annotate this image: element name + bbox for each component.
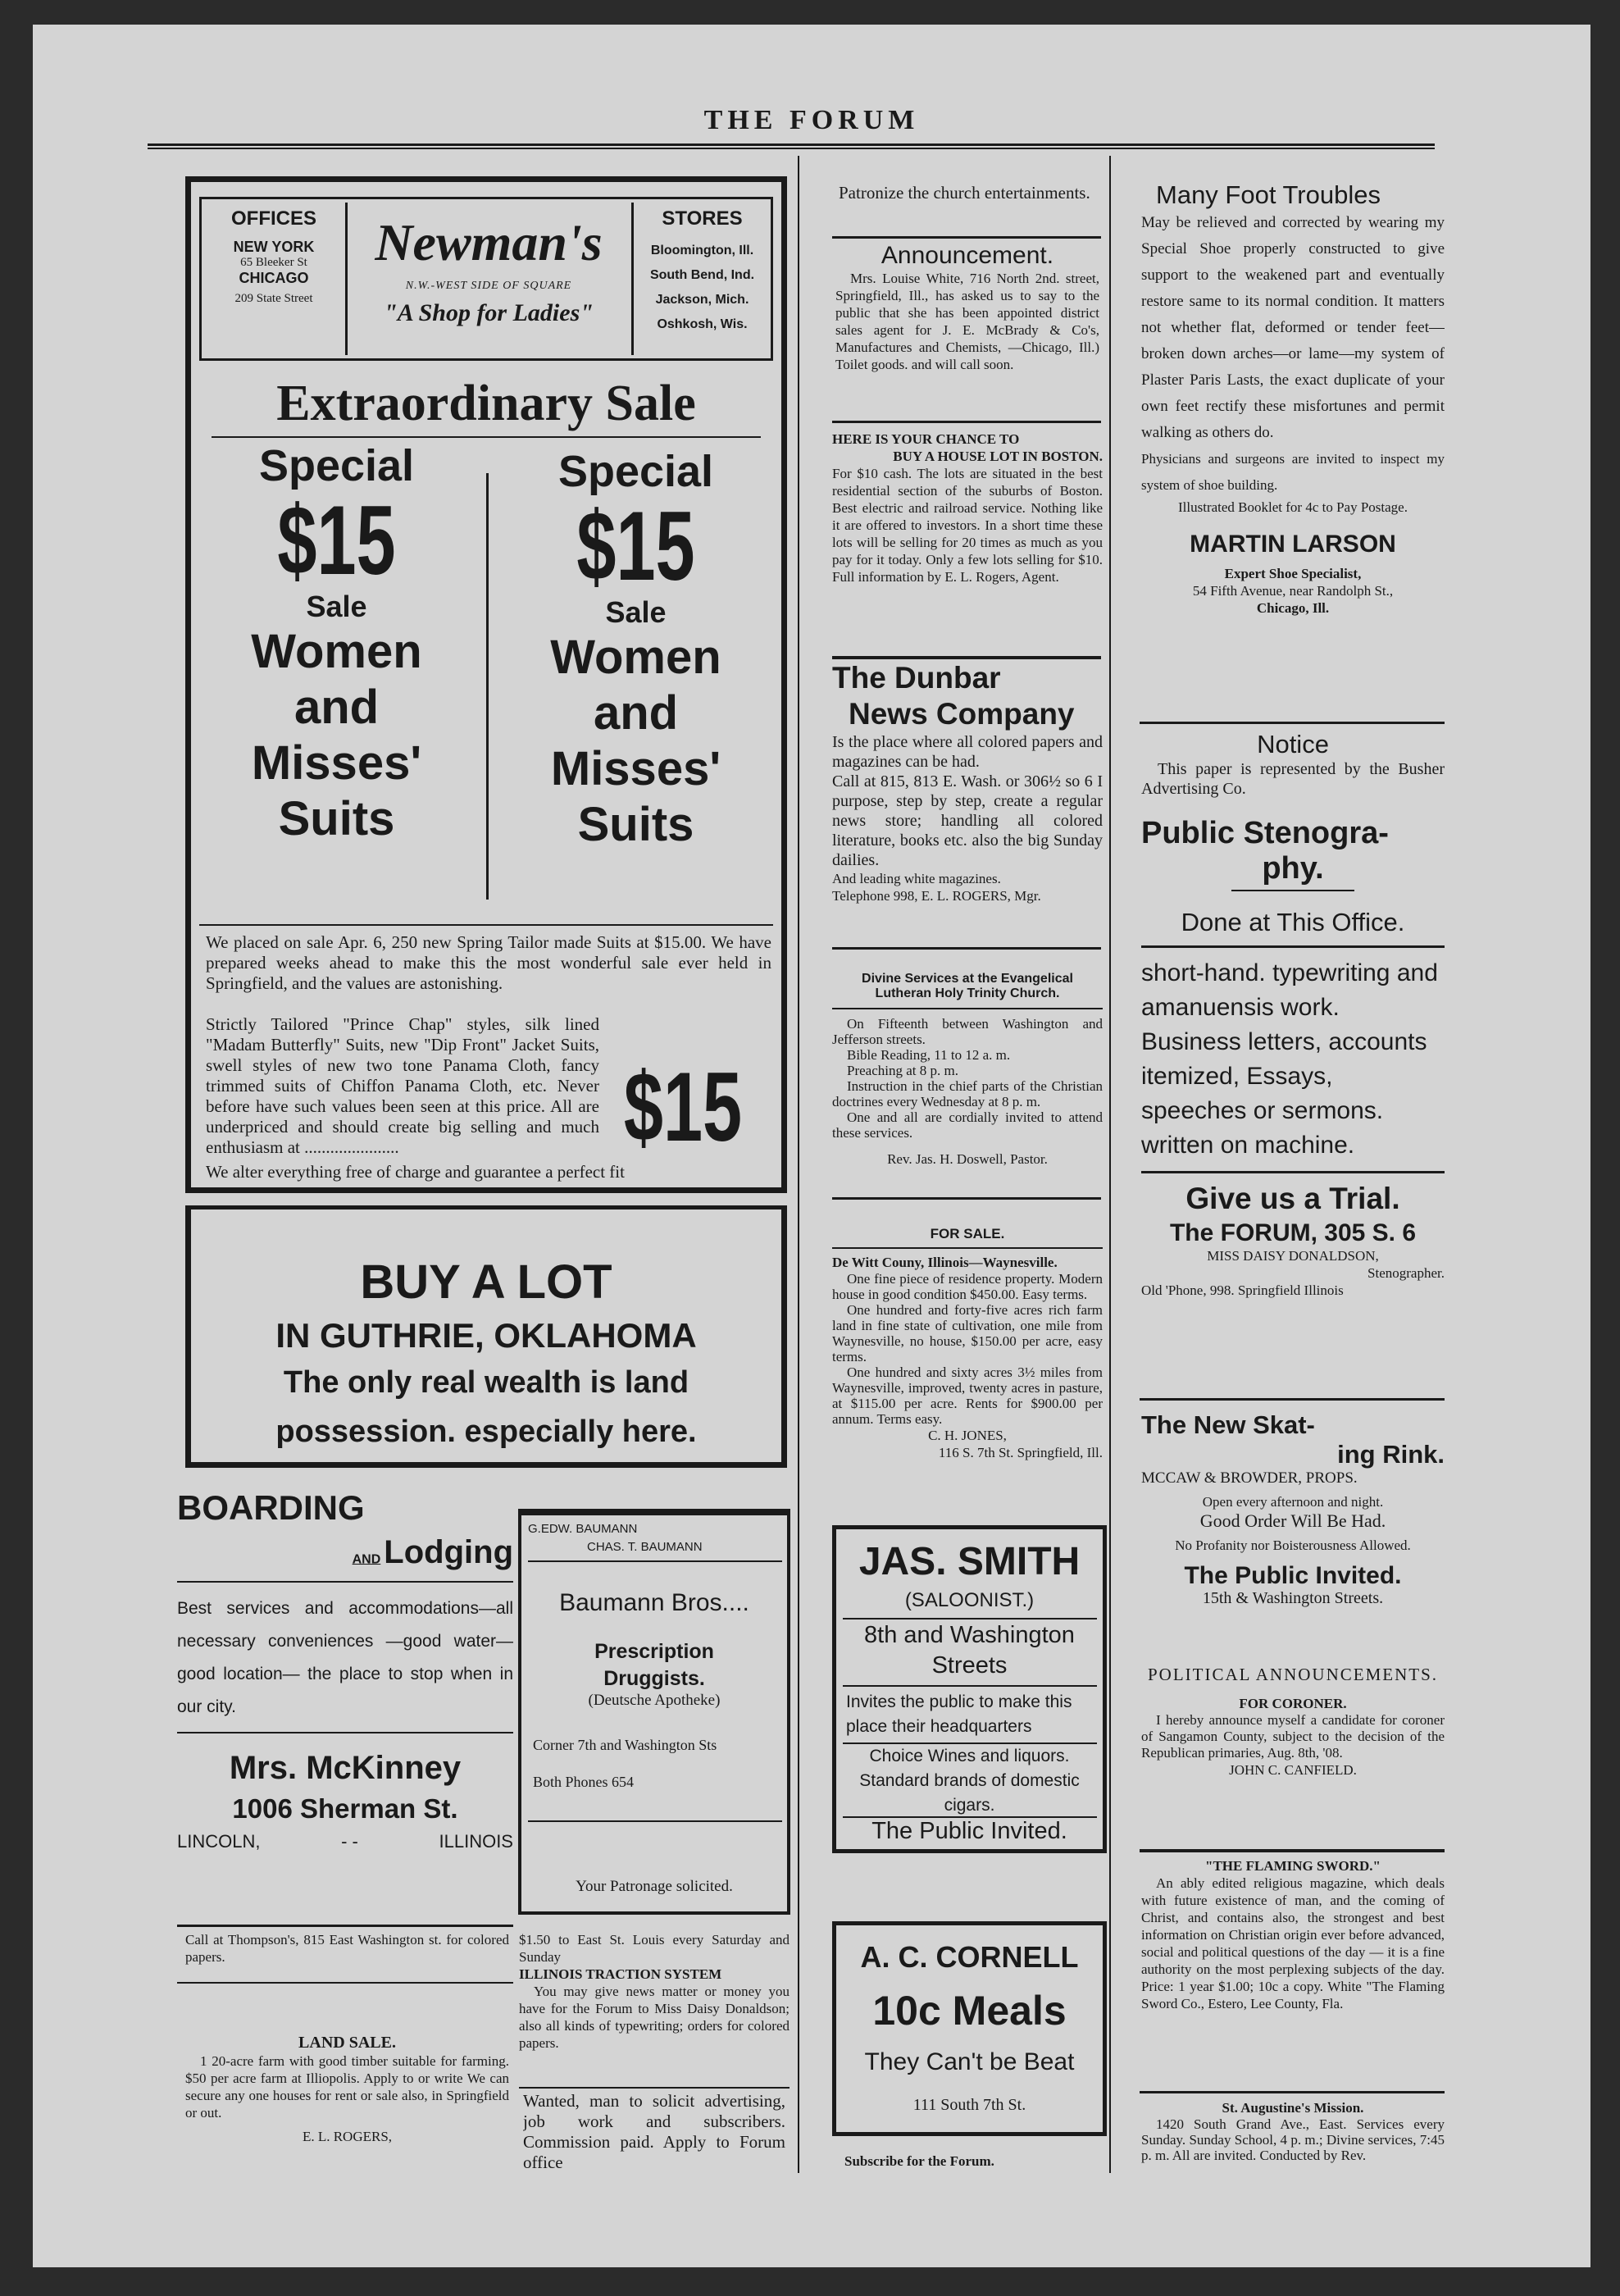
dunbar-p3: And leading white magazines. <box>832 871 1001 886</box>
steno-trial: Give us a Trial. <box>1185 1182 1400 1215</box>
sword-title: "THE FLAMING SWORD." <box>1205 1858 1381 1874</box>
smith-t1: JAS. SMITH <box>858 1540 1081 1583</box>
traction-body: You may give news matter or money you have for the Forum to Miss Daisy Donaldson; also all kinds of typewriting; orders for colored papers. <box>519 1984 790 2051</box>
smith-t3: 8th and Washington <box>864 1622 1075 1648</box>
price-right: $15 <box>576 491 695 601</box>
offices-block <box>208 207 339 306</box>
steno-t2: phy. <box>1262 851 1324 886</box>
cornell-t2: 10c Meals <box>872 1988 1067 2034</box>
forsale-head: De Witt Couny, Illinois—Waynesville. <box>832 1255 1058 1270</box>
newman-logo-block <box>349 206 628 327</box>
land-sale-title: LAND SALE. <box>298 2034 396 2052</box>
special-left <box>191 440 482 847</box>
larson-city: Chicago, Ill. <box>1256 600 1330 616</box>
lutheran-line: Bible Reading, 11 to 12 a. m. <box>847 1047 1011 1063</box>
cornell-t3: They Can't be Beat <box>864 2048 1075 2075</box>
office-line: 65 Bleeker St <box>240 256 307 269</box>
larson-title: Many Foot Troubles <box>1156 180 1381 209</box>
smith-t2: (SALOONIST.) <box>904 1589 1035 1611</box>
announcement <box>832 242 1103 414</box>
larson-role: Expert Shoe Specialist, <box>1224 566 1362 581</box>
masthead: THE FORUM <box>703 105 920 135</box>
baumann-patronage: Your Patronage solicited. <box>576 1878 733 1895</box>
notice-title: Notice <box>1257 730 1329 758</box>
boarding-name: Mrs. McKinney <box>229 1750 462 1786</box>
boston-lots <box>832 430 1103 652</box>
dunbar-news <box>832 660 1103 931</box>
rink-p4: The Public Invited. <box>1184 1562 1402 1589</box>
steno-phone: Old 'Phone, 998. Springfield Illinois <box>1141 1282 1344 1298</box>
suits-line: Women <box>550 631 721 684</box>
newman-body-2: Strictly Tailored "Prince Chap" styles, silk lined "Madam Butterfly" Suits, new "Dip Front" Jacket Suits, swell styles of new two tone Panama Cloth, fancy trimmed suits of Chiffon Panama Cloth, etc. Never before have such values been seen at this price. All are underpriced and should create big selling and much enthusiasm at ...................... <box>206 1014 599 1157</box>
wanted-notice: Wanted, man to solicit advertising, job work and subscribers. Commission paid. Apply to Forum office <box>523 2091 785 2172</box>
newspaper-page <box>33 25 1590 2267</box>
suits-line: Misses' <box>251 736 422 790</box>
political-announcements <box>1141 1665 1445 1841</box>
smith-p3: The Public Invited. <box>871 1818 1067 1844</box>
dunbar-t1: The Dunbar <box>832 661 1001 695</box>
baumann-title: Baumann Bros.... <box>559 1589 749 1616</box>
suits-line: Suits <box>278 792 395 845</box>
baumann-p2: Druggists. <box>603 1667 705 1690</box>
newman-body-1: We placed on sale Apr. 6, 250 new Spring Tailor made Suits at $15.00. We have prepared weeks ahead to make this the most wonderful sale ever held in Springfield, and the values are astonishing. <box>206 932 771 993</box>
larson-name: MARTIN LARSON <box>1190 531 1396 558</box>
land-sale-sig: E. L. ROGERS, <box>302 2129 393 2144</box>
baumann-n1: G.EDW. BAUMANN <box>528 1522 638 1536</box>
office-line: NEW YORK <box>233 239 315 255</box>
steno-role: Stenographer. <box>1367 1265 1445 1281</box>
newman-ad <box>185 176 787 1193</box>
traction-l1: $1.50 to East St. Louis every Saturday and Sunday <box>519 1932 790 1965</box>
boarding-state: ILLINOIS <box>439 1831 513 1852</box>
stores-block <box>635 207 770 337</box>
boarding-title: BOARDING <box>177 1488 365 1527</box>
rink-ad <box>1141 1410 1445 1706</box>
smith-p2: Choice Wines and liquors. Standard brands of domestic cigars. <box>859 1747 1080 1815</box>
boarding-body: Best services and accommodations—all necessary conveniences —good water—good location— the place to stop when in our city. <box>177 1599 513 1716</box>
steno-forum: The FORUM, 305 S. 6 <box>1169 1219 1417 1246</box>
forsale-line: One fine piece of residence property. Modern house in good condition $450.00. Easy terms. <box>832 1271 1103 1302</box>
smith-ad <box>832 1525 1107 1853</box>
dunbar-p4: Telephone 998, E. L. ROGERS, Mgr. <box>832 888 1041 904</box>
baumann-ad <box>518 1509 790 1915</box>
cornell-t4: 111 South 7th St. <box>912 2096 1026 2114</box>
office-line: 209 State Street <box>234 292 313 305</box>
rink-p1: Open every afternoon and night. <box>1202 1494 1384 1510</box>
forsale-sig2: 116 S. 7th St. Springfield, Ill. <box>938 1445 1103 1460</box>
boarding-city: LINCOLN, <box>177 1831 261 1852</box>
guthrie-l1: BUY A LOT <box>360 1255 612 1309</box>
lutheran-services <box>832 972 1103 1193</box>
lutheran-line: Instruction in the chief parts of the Christian doctrines every Wednesday at 8 p. m. <box>832 1078 1103 1109</box>
newman-logo: Newman's <box>375 213 603 271</box>
rink-p3: No Profanity nor Boisterousness Allowed. <box>1175 1538 1411 1553</box>
rink-t2: ing Rink. <box>1337 1440 1445 1469</box>
larson-p3: Illustrated Booklet for 4c to Pay Postage. <box>1178 499 1408 515</box>
political-sig: JOHN C. CANFIELD. <box>1229 1762 1357 1778</box>
special-right <box>490 446 781 853</box>
baumann-addr: Corner 7th and Washington Sts <box>533 1737 717 1753</box>
larson-addr: 54 Fifth Avenue, near Randolph St., <box>1192 583 1394 599</box>
political-title: POLITICAL ANNOUNCEMENTS. <box>1147 1665 1439 1684</box>
political-sub: FOR CORONER. <box>1239 1696 1347 1711</box>
boarding-addr: 1006 Sherman St. <box>232 1793 458 1824</box>
masthead-rule <box>148 144 1435 146</box>
augustine-title: St. Augustine's Mission. <box>1222 2100 1364 2116</box>
stenography-ad <box>1141 816 1445 1472</box>
lodging-title: Lodging <box>384 1534 513 1570</box>
suits-line: and <box>593 686 679 740</box>
newman-body-3: We alter everything free of charge and guarantee a perfect fit <box>206 1162 625 1182</box>
sale-label: Sale <box>306 590 367 623</box>
church-notice: Patronize the church entertainments. <box>839 183 1090 203</box>
boarding-ad <box>177 1488 513 1931</box>
rink-t1: The New Skat- <box>1141 1410 1315 1439</box>
steno-body: short-hand. typewriting and amanuensis work. Business letters, accounts itemized, Essays, speeches or sermons. written on machine. <box>1141 959 1438 1159</box>
lutheran-line: On Fifteenth between Washington and Jefferson streets. <box>832 1016 1103 1047</box>
forsale-sig1: C. H. JONES, <box>928 1428 1007 1443</box>
baumann-p3: (Deutsche Apotheke) <box>588 1692 721 1709</box>
sale-label: Sale <box>605 595 667 629</box>
larson-ad <box>1141 180 1445 713</box>
for-sale <box>832 1226 1103 1496</box>
suits-line: Suits <box>577 798 694 851</box>
boston-body: For $10 cash. The lots are situated in the best residential section of the suburbs of Boston. Best electric and railroad service. Nothing like it are offered to investors. In a short time these lots will be selling for 20 times as much as you pay for it today. Only a few lots selling for $10. Full information by E. L. Rogers, Agent. <box>832 466 1103 585</box>
forsale-title: FOR SALE. <box>930 1226 1005 1241</box>
price-left: $15 <box>277 485 396 595</box>
smith-p1: Invites the public to make this place their headquarters <box>846 1692 1072 1736</box>
thompson-notice: Call at Thompson's, 815 East Washington st. for colored papers. <box>185 1932 509 1965</box>
lutheran-sig: Rev. Jas. H. Doswell, Pastor. <box>887 1151 1048 1167</box>
offices-label: OFFICES <box>230 207 316 230</box>
store-line: Oshkosh, Wis. <box>657 317 748 331</box>
suits-line: Women <box>251 625 422 678</box>
boston-l1: HERE IS YOUR CHANCE TO <box>832 431 1020 447</box>
announcement-title: Announcement. <box>881 242 1054 269</box>
special-label: Special <box>258 441 415 490</box>
land-sale-body: 1 20-acre farm with good timber suitable for farming. $50 per acre farm at Illiopolis. Apply to or write We can secure any one houses for rent or sale also, in Springfield or out. <box>185 2053 509 2121</box>
sword-body: An ably edited religious magazine, which deals with future existence of man, and the coming of Christ, and contains also, the strongest and best information on Christian origin ever before advanced, social and political questions of the day — it is a fine authority on the most perplexing subjects of the day. Price: 1 year $1.00; 10c a copy. White "The Flaming Sword Co., Estero, Lee County, Fla. <box>1141 1875 1445 2011</box>
steno-t1: Public Stenogra- <box>1141 816 1389 850</box>
store-line: Bloomington, Ill. <box>650 244 754 257</box>
political-body: I hereby announce myself a candidate for coroner of Sangamon County, subject to the decision of the Republican primaries, Aug. 8th, '08. <box>1141 1712 1445 1761</box>
augustine-body: 1420 South Grand Ave., East. Services every Sunday. Sunday School, 4 p. m.; Divine services, 7:45 p. m. All are invited. Conducted by Rev. <box>1141 2116 1445 2163</box>
st-augustine <box>1141 2099 1445 2177</box>
guthrie-l2: IN GUTHRIE, OKLAHOMA <box>275 1316 697 1355</box>
newman-header <box>199 197 773 361</box>
column-rule-1 <box>798 156 799 2173</box>
guthrie-l4: possession. especially here. <box>275 1414 697 1449</box>
steno-t3: Done at This Office. <box>1181 908 1405 936</box>
and-label: AND <box>352 1552 381 1567</box>
lutheran-t1: Divine Services at the Evangelical <box>862 972 1073 986</box>
smith-t4: Streets <box>931 1652 1008 1679</box>
lutheran-line: One and all are cordially invited to attend these services. <box>832 1109 1103 1141</box>
dunbar-t2: News Company <box>849 697 1075 731</box>
stores-label: STORES <box>662 207 743 230</box>
notice-body: This paper is represented by the Busher Advertising Co. <box>1141 760 1445 798</box>
guthrie-ad <box>185 1205 787 1468</box>
cornell-t1: A. C. CORNELL <box>860 1940 1079 1974</box>
flaming-sword <box>1141 1857 1445 2099</box>
larson-body: May be relieved and corrected by wearing my Special Shoe properly constructed to give support to the weakened part and eventually restore same to its normal condition. It matters not whether flat, deformed or tender feet—broken down arches—or lame—my system of Plaster Paris Lasts, the exact duplicate of your own feet rectify these misfortunes and permit walking as others do. <box>1141 214 1445 441</box>
rink-props: MCCAW & BROWDER, PROPS. <box>1141 1469 1358 1487</box>
newman-tagline: "A Shop for Ladies" <box>384 299 594 326</box>
office-line: CHICAGO <box>239 270 309 286</box>
boarding-dash: - - <box>341 1831 358 1852</box>
special-label: Special <box>557 447 714 496</box>
larson-p2: Physicians and surgeons are invited to inspect my system of shoe building. <box>1141 451 1445 493</box>
guthrie-l3: The only real wealth is land <box>283 1365 689 1400</box>
rink-p5: 15th & Washington Streets. <box>1202 1589 1384 1607</box>
baumann-n2: CHAS. T. BAUMANN <box>587 1540 703 1554</box>
announcement-body: Mrs. Louise White, 716 North 2nd. street, Springfield, Ill., has asked us to say to the public that she has been appointed district sales agent for J. E. McBrady & Co's, Manufactures and Chemists, —Chicago, Ill.) Toilet goods. and will call soon. <box>835 271 1099 372</box>
forsale-line: One hundred and forty-five acres rich farm land in fine state of cultivation, one mile from Waynesville, no house, $150.00 per acre, easy terms. <box>832 1302 1103 1364</box>
forsale-line: One hundred and sixty acres 3½ miles from Waynesville, improved, twenty acres in pasture, at $115.00 per acre. Rents for $900.00 per annum. Terms easy. <box>832 1364 1103 1427</box>
newman-headline: Extraordinary Sale <box>276 376 696 431</box>
price-bottom: $15 <box>623 1052 743 1162</box>
store-line: South Bend, Ind. <box>649 268 755 282</box>
lutheran-line: Preaching at 8 p. m. <box>847 1063 958 1078</box>
cornell-ad <box>832 1921 1107 2136</box>
baumann-phones: Both Phones 654 <box>533 1774 635 1790</box>
column-rule-2 <box>1109 156 1111 2173</box>
dunbar-p2: Call at 815, 813 E. Wash. or 306½ so 6 I purpose, step by step, create a regular news store; handling all colored literature, books etc. also the big Sunday dailies. <box>832 772 1103 869</box>
lutheran-t2: Lutheran Holy Trinity Church. <box>875 986 1060 1000</box>
newman-logo-sub: N.W.-WEST SIDE OF SQUARE <box>405 280 572 292</box>
suits-line: and <box>294 681 380 734</box>
store-line: Jackson, Mich. <box>655 293 749 307</box>
boston-l2: BUY A HOUSE LOT IN BOSTON. <box>893 449 1103 464</box>
land-sale <box>185 2034 509 2173</box>
masthead-rule-2 <box>148 148 1435 149</box>
notice <box>1141 730 1445 812</box>
baumann-p1: Prescription <box>594 1640 714 1663</box>
subscribe-notice: Subscribe for the Forum. <box>844 2153 994 2169</box>
suits-line: Misses' <box>550 742 721 795</box>
dunbar-p1: Is the place where all colored papers and magazines can be had. <box>832 733 1103 771</box>
rink-p2: Good Order Will Be Had. <box>1199 1510 1386 1531</box>
steno-miss: MISS DAISY DONALDSON, <box>1207 1248 1379 1264</box>
traction-title: ILLINOIS TRACTION SYSTEM <box>519 1966 722 1982</box>
